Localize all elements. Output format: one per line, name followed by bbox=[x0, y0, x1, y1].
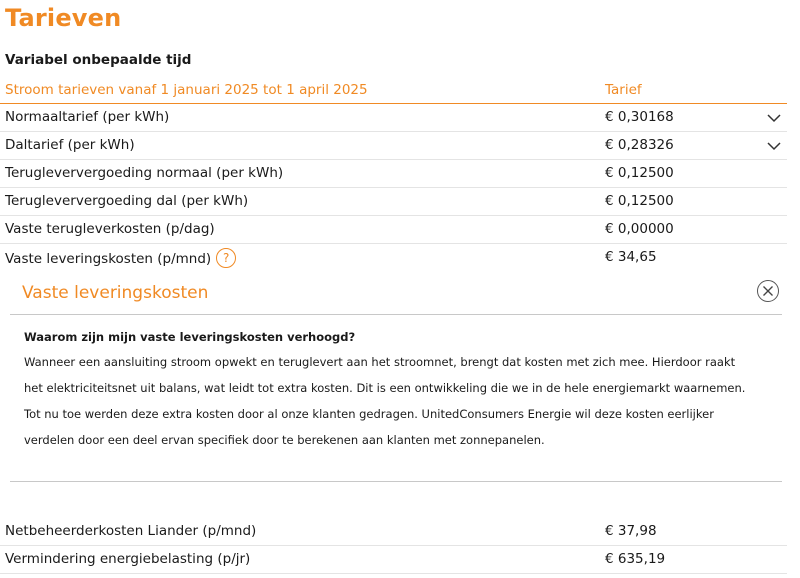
info-panel-title: Vaste leveringskosten bbox=[22, 283, 209, 303]
row-value: € 34,65 bbox=[605, 249, 657, 265]
row-label: Terugleververgoeding normaal (per kWh) bbox=[5, 165, 284, 181]
tariff-table-continued bbox=[0, 518, 787, 574]
info-paragraph-line: Tot nu toe werden deze extra kosten door al onze klanten gedragen. UnitedConsumers Energie wil deze kosten eerlijker bbox=[24, 407, 714, 421]
table-row-vaste-terugleverkosten bbox=[0, 216, 787, 244]
info-paragraph-line: Wanneer een aansluiting stroom opwekt en teruglevert aan het stroomnet, brengt dat kosten met zich mee. Hierdoor raakt bbox=[24, 355, 736, 369]
row-value: € 635,19 bbox=[605, 551, 666, 567]
row-value: € 37,98 bbox=[605, 523, 657, 539]
table-header bbox=[0, 78, 787, 104]
header-label: Stroom tarieven vanaf 1 januari 2025 tot 1 april 2025 bbox=[5, 82, 368, 98]
table-row-normaaltarief[interactable] bbox=[0, 104, 787, 132]
close-button[interactable] bbox=[757, 280, 779, 302]
row-value: € 0,12500 bbox=[605, 165, 674, 181]
contract-subtitle: Variabel onbepaalde tijd bbox=[5, 52, 192, 68]
chevron-down-icon[interactable] bbox=[766, 111, 782, 125]
row-value: € 0,12500 bbox=[605, 193, 674, 209]
row-value: € 0,00000 bbox=[605, 221, 674, 237]
close-icon bbox=[762, 285, 774, 297]
info-question: Waarom zijn mijn vaste leveringskosten verhoogd? bbox=[24, 330, 356, 344]
table-row-vaste-leveringskosten bbox=[0, 244, 787, 271]
tariff-table bbox=[0, 78, 787, 271]
page-title: Tarieven bbox=[5, 4, 122, 32]
info-paragraph-line: verdelen door een deel ervan specifiek door te berekenen aan klanten met zonnepanelen. bbox=[24, 433, 545, 447]
table-row-teruglever-normaal bbox=[0, 160, 787, 188]
row-value: € 0,30168 bbox=[605, 109, 674, 125]
row-label: Vaste terugleverkosten (p/dag) bbox=[5, 221, 215, 237]
table-row-netbeheerderkosten bbox=[0, 518, 787, 546]
row-label: Vermindering energiebelasting (p/jr) bbox=[5, 551, 251, 567]
row-label: Netbeheerderkosten Liander (p/mnd) bbox=[5, 523, 257, 539]
panel-divider-bottom bbox=[10, 481, 782, 482]
row-label: Daltarief (per kWh) bbox=[5, 137, 135, 153]
row-label bbox=[5, 249, 236, 269]
row-value: € 0,28326 bbox=[605, 137, 674, 153]
table-row-daltarief[interactable] bbox=[0, 132, 787, 160]
row-label-text: Vaste leveringskosten (p/mnd) bbox=[5, 251, 212, 267]
row-label: Normaaltarief (per kWh) bbox=[5, 109, 170, 125]
table-row-vermindering-energiebelasting bbox=[0, 546, 787, 574]
header-tarief: Tarief bbox=[605, 82, 642, 98]
chevron-down-icon[interactable] bbox=[766, 139, 782, 153]
info-paragraph-line: het elektriciteitsnet uit balans, wat leidt tot extra kosten. Dit is een ontwikkeling die we in de hele energiemarkt waarnemen. bbox=[24, 381, 746, 395]
table-row-teruglever-dal bbox=[0, 188, 787, 216]
help-icon[interactable]: ? bbox=[216, 248, 236, 268]
row-label: Terugleververgoeding dal (per kWh) bbox=[5, 193, 249, 209]
panel-divider-top bbox=[10, 314, 782, 315]
